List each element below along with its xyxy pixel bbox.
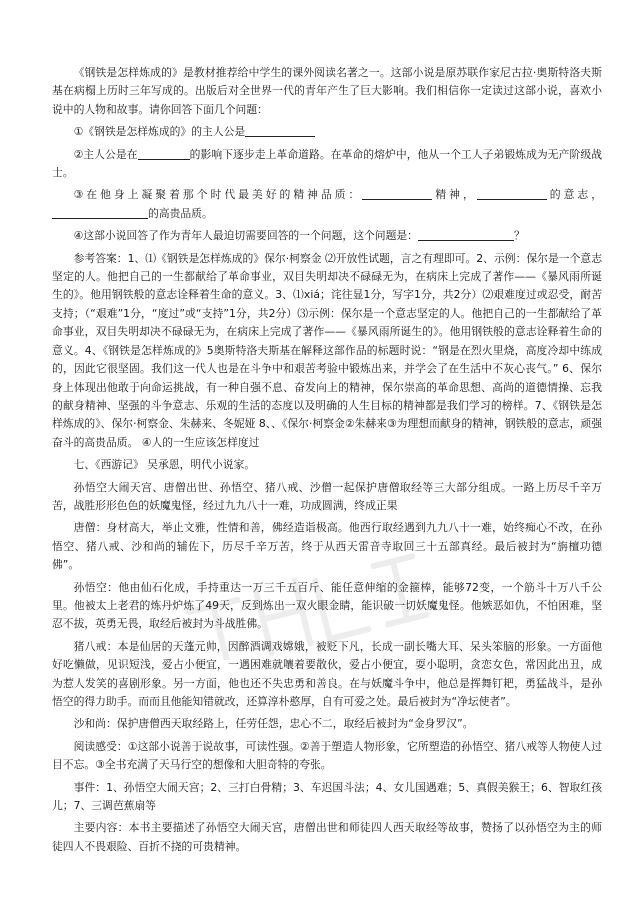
question-2-pre: ②主人公是在 [73,147,138,161]
reference-answers: 参考答案：1、⑴《钢铁是怎样炼成的》保尔·柯察金 ⑵开放性试题，言之有理即可。2、示例：保尔是一个意志坚定的人。他把自己的一生都献给了革命事业，双目失明却决不碌碌无为，在病床上完成了著作——《暴风雨所诞生的》。他用钢铁般的意志诠释着生命的意义。3、⑴xiá；诧往显1分，写字1分，共2分）⑵艰难度过或忍受，耐苦支持；（“艰难”1分，“度过”或“支持”1分，共2分）⑶示例：保尔是一个意志坚定的人。他把自己的一生都献给了革命事业，双目失明却决不碌碌无为，在病床上完成了著作——《暴风雨所诞生的》。他用钢铁般的意志诠释着生命的意义。4、《钢铁是怎样炼成的》5奥斯特洛夫斯基在解释这部作品的标题时说：“钢是在烈火里烧，高度冷却中练成的，因此它很坚固。我们这一代人也是在斗争中和艰苦考验中锻炼出来，并学会了在生活中不灰心丧气。” 6、保尔身上体现出他敢于向命运挑战，有一种自强不息、奋发向上的精神，保尔崇高的革命思想、高尚的道德情操、忘我的献身精神、坚强的斗争意志、乐观的生活的态度以及明确的人生目标的精神都是我们学习的榜样。7、《钢铁是怎样炼成的》、保尔·柯察金、朱赫来、冬妮娅 8、、《保尔·柯察金②朱赫来③为理想而献身的精神，钢铁般的意志，顽强奋斗的高贵品质。 ④人的一生应该怎样度过 [52,251,602,449]
question-2 [52,146,602,183]
answer-blank [477,187,547,200]
character-shaseng: 沙和尚：保护唐僧西天取经路上，任劳任怨，忠心不二，取经后被封为“金身罗汉”。 [73,717,474,731]
question-2-post: 的影响下逐步走上革命道路。在革命的熔炉中，他从一个工人子弟锻炼成为无产阶级战士。 [52,147,602,180]
question-3-mid1: 精神， [432,188,477,202]
plot-summary: 孙悟空大闹天宫、唐僧出世、孙悟空、猪八戒、沙僧一起保护唐僧取经等三大部分组成。一路上历尽千辛万苦，战胜形形色色的妖魔鬼怪，经过九九八十一难，功成圆满，终成正果 [52,480,602,512]
answer-blank [245,124,315,137]
question-3-mid2: 的意志， [546,188,602,202]
key-events: 事件：1、孙悟空大闹天宫；2、三打白骨精；3、车迟国斗法；4、女儿国遇难；5、真假美猴王；6、智取红孩儿；7、三调芭蕉扇等 [52,780,602,813]
reading-impressions: 阅读感受：①这部小说善于说故事，可读性强。②善于塑造人物形象，它所塑造的孙悟空、猪八戒等人物使人过目不忘。③全书充满了天马行空的想像和大胆奇特的夸张。 [52,739,602,772]
character-tangseng: 唐僧：身材高大，举止文雅，性情和善，佛经造诣极高。他西行取经遇到九九八十一难，始终痴心不改，在孙悟空、猪八戒、沙和尚的辅佐下，历尽千辛万苦，终于从西天雷音寺取回三十五部真经。最后被封为“旃檀功德佛”。 [52,521,602,572]
main-content: 主要内容：本书主要描述了孙悟空大闹天宫，唐僧出世和师徒四人西天取经等故事，赞扬了以孙悟空为主的师徒四人不畏艰险、百折不挠的可贵精神。 [52,821,602,853]
question-4-pre: ④这部小说回答了作为青年人最迫切需要回答的一个问题，这个问题是： [73,229,418,243]
question-4-post: ？ [513,229,525,243]
character-wukong: 孙悟空：他由仙石化成，手持重达一万三千五百斤、能任意伸缩的金箍棒，能够72变，一个筋斗十万八千公里。他被太上老君的炼丹炉炼了49天，反到炼出一双火眼金睛，能识破一切妖魔鬼怪。他嫉恶如仇，不怕困难，坚忍不拔，英勇无畏，取经后被封为斗战胜佛。 [52,580,602,631]
intro-paragraph: 《钢铁是怎样炼成的》是教材推荐给中学生的课外阅读名著之一。这部小说是原苏联作家尼古拉·奥斯特洛夫斯基在病榻上历时三年写成的。出版后对全世界一代的青年产生了巨大影响。我们相信你一定读过这部小说，喜欢小说中的人物和故事。请你回答下面几个问题： [52,66,602,116]
question-4 [52,227,602,245]
question-3 [52,186,602,223]
section-heading: 七、《西游记》 吴承恩，明代小说家。 [73,458,256,472]
question-1 [52,123,602,141]
answer-blank [362,187,432,200]
question-3-post: 的高贵品质。 [148,206,213,220]
answer-blank [138,147,190,160]
question-3-pre: ③在他身上凝聚着那个时代最美好的精神品质： [73,188,363,202]
question-1-text: ①《钢铁是怎样炼成的》的主人公是 [73,125,246,139]
answer-blank [418,228,514,241]
character-bajie: 猪八戒：本是仙居的天蓬元帅，因醉酒调戏嫦娥，被贬下凡，长成一副长嘴大耳、呆头笨脑的形象。一方面他好吃懒做，见识短浅，爱占小便宜，一遇困难就嚷着要散伙，爱占小便宜，耍小聪明，贪恋女色，常因此出丑，成为惹人发笑的喜剧形象。另一方面，他也还不失忠勇和善良。在与妖魔斗争中，他总是挥舞钉耙，勇猛战斗，是孙悟空的得力助手。而而且他能知错就改，还算淳朴憨厚，自有可爱之处。最后被封为“净坛使者”。 [52,639,602,708]
answer-blank [52,206,148,219]
